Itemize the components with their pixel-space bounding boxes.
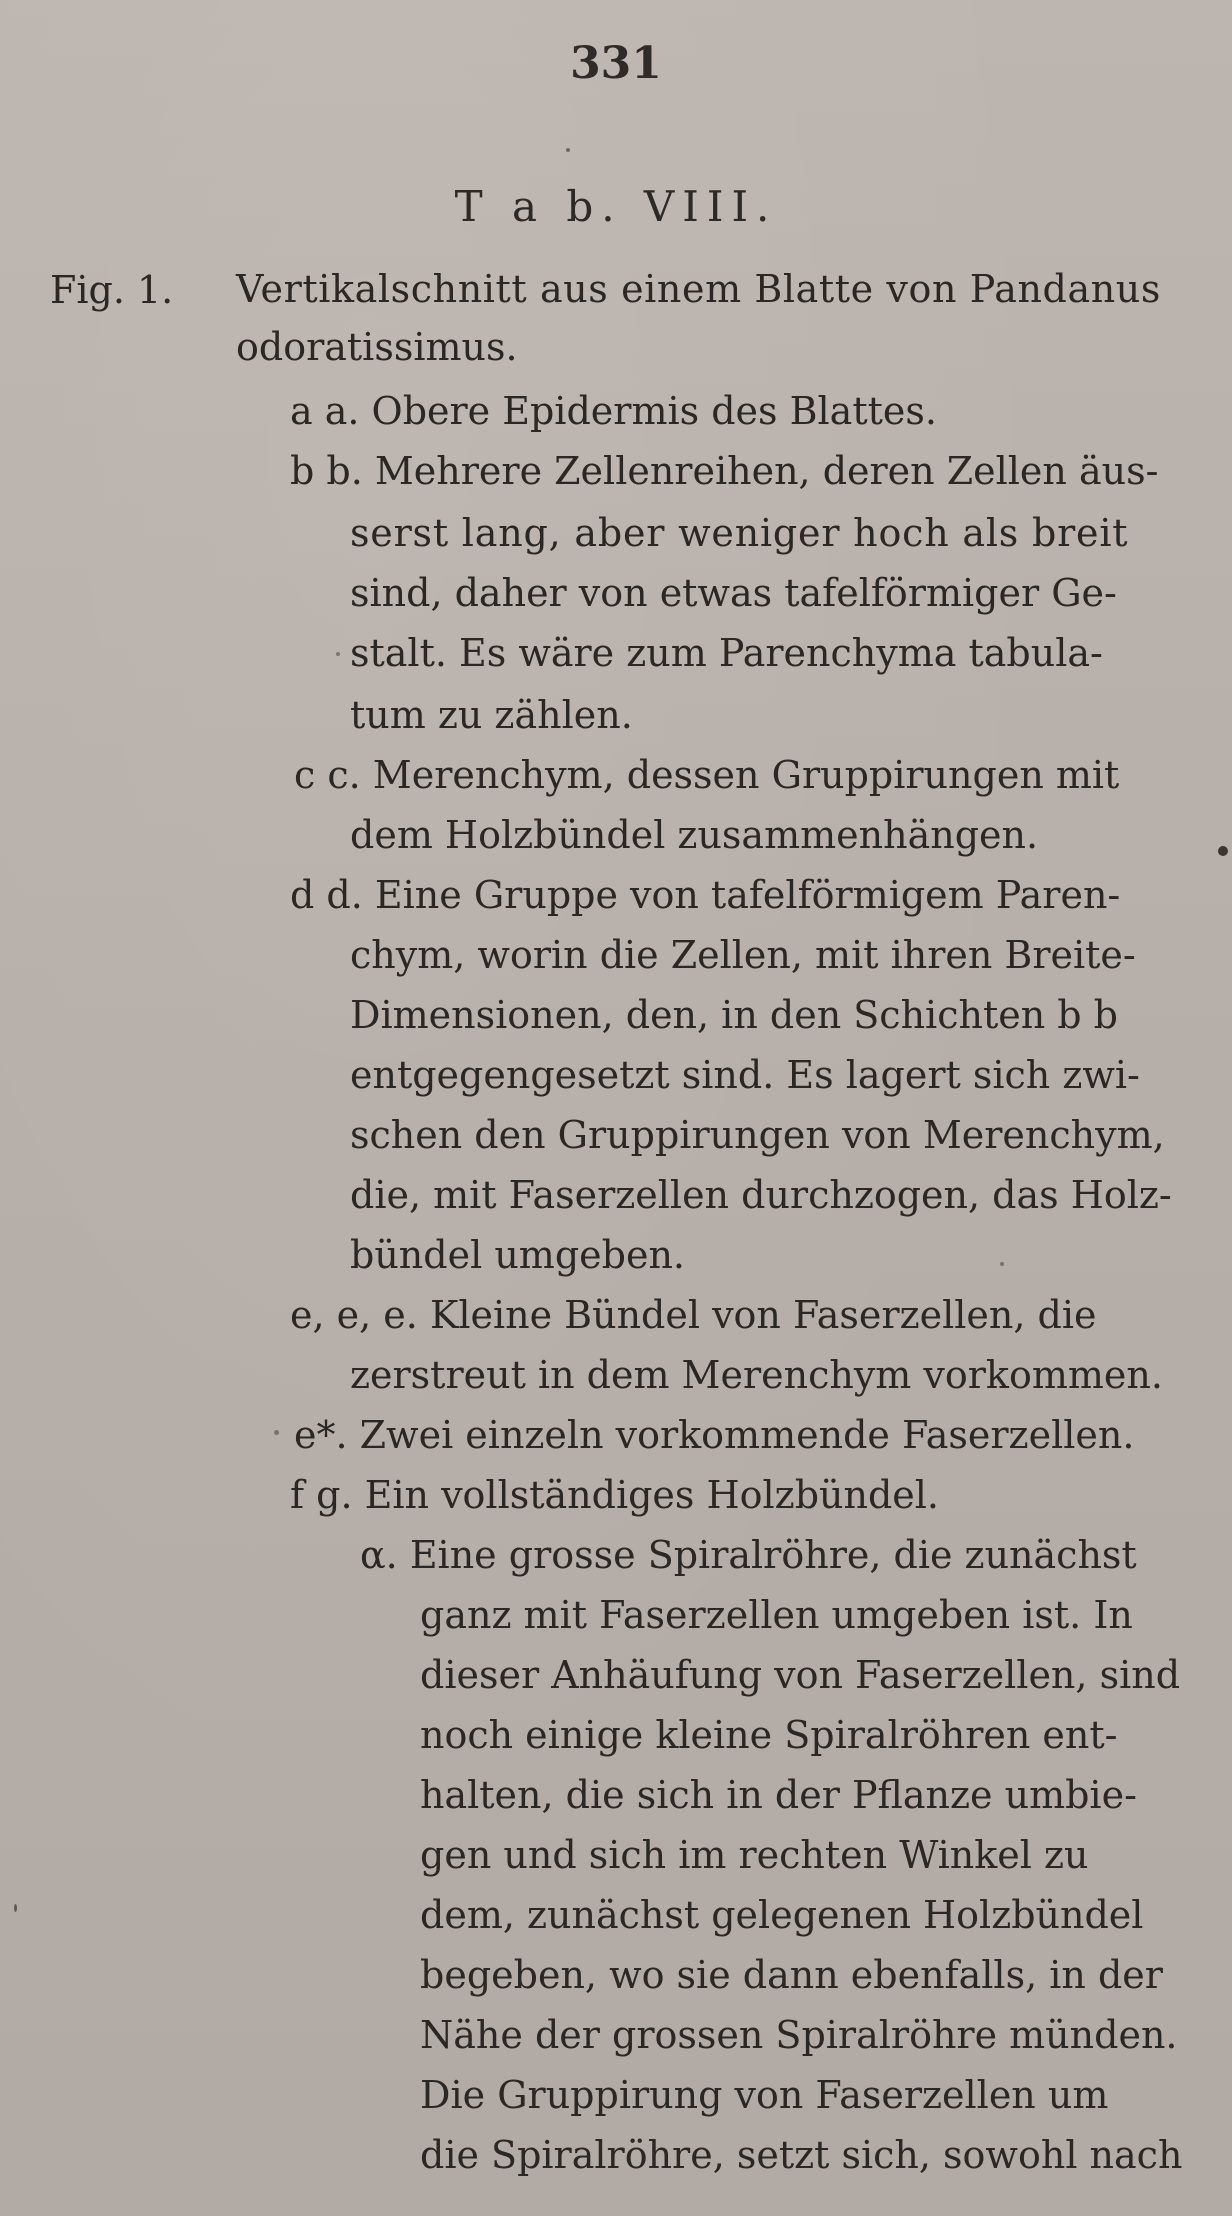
paper-speck [566,148,570,152]
text-line: halten, die sich in der Pflanze umbie- [420,1773,1137,1817]
item-e-star: e*. Zwei einzeln vorkommende Faserzellen. [294,1413,1135,1457]
item-eee: e, e, e. Kleine Bündel von Faserzellen, die [290,1293,1097,1337]
figure-label: Fig. 1. [50,268,174,312]
text-line: Dimensionen, den, in den Schichten b b [350,993,1118,1037]
text-line: sind, daher von etwas tafelförmiger Ge- [350,571,1117,615]
page-number: 331 [570,38,662,89]
text-line: Vertikalschnitt aus einem Blatte von Pandanus [236,267,1161,311]
paper-speck [1218,846,1228,856]
item-aa: a a. Obere Epidermis des Blattes. [290,389,937,433]
text-line: entgegengesetzt sind. Es lagert sich zwi- [350,1053,1140,1097]
text-line: ganz mit Faserzellen umgeben ist. In [420,1593,1133,1637]
text-line: die Spiralröhre, setzt sich, sowohl nach [420,2133,1183,2177]
paper-speck [274,1430,279,1435]
text-line: noch einige kleine Spiralröhren ent- [420,1713,1118,1757]
paper-speck [14,1904,17,1912]
item-dd: d d. Eine Gruppe von tafelförmigem Paren- [290,873,1121,917]
item-bb: b b. Mehrere Zellenreihen, deren Zellen äus- [290,449,1159,493]
text-line: chym, worin die Zellen, mit ihren Breite- [350,933,1136,977]
item-alpha: α. Eine grosse Spiralröhre, die zunächst [360,1533,1137,1577]
text-line: zerstreut in dem Merenchym vorkommen. [350,1353,1163,1397]
text-line: bündel umgeben. [350,1233,686,1277]
text-line: stalt. Es wäre zum Parenchyma tabula- [350,631,1103,675]
paper-speck [336,652,340,656]
text-line: serst lang, aber weniger hoch als breit [350,511,1129,555]
text-line: Die Gruppirung von Faserzellen um [420,2073,1109,2117]
text-line: dem Holzbündel zusammenhängen. [350,813,1039,857]
text-line: die, mit Faserzellen durchzogen, das Holz- [350,1173,1172,1217]
text-line: begeben, wo sie dann ebenfalls, in der [420,1953,1163,1997]
text-line: Nähe der grossen Spiralröhre münden. [420,2013,1178,2057]
text-line: dem, zunächst gelegenen Holzbündel [420,1893,1144,1937]
text-line: tum zu zählen. [350,693,633,737]
paper-speck [1000,1262,1004,1266]
text-line: dieser Anhäufung von Faserzellen, sind [420,1653,1181,1697]
item-cc: c c. Merenchym, dessen Gruppirungen mit [294,753,1120,797]
text-line: odoratissimus. [236,325,518,369]
item-fg: f g. Ein vollständiges Holzbündel. [290,1473,940,1517]
plate-heading: T a b. VIII. [454,182,778,231]
text-line: gen und sich im rechten Winkel zu [420,1833,1089,1877]
text-line: schen den Gruppirungen von Merenchym, [350,1113,1165,1157]
